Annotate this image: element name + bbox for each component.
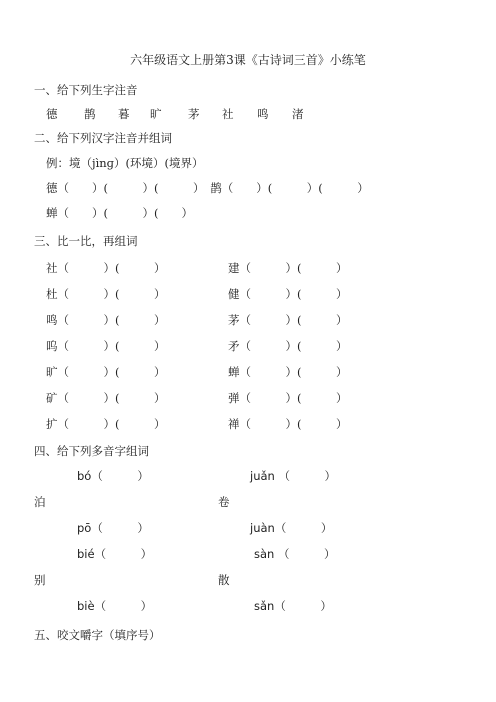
pinyin-entry: sàn （ ）	[254, 547, 336, 561]
polyphone-char: 泊	[34, 495, 46, 509]
section3-heading: 三、比一比，再组词	[34, 234, 138, 248]
pinyin-entry: pō（ ）	[77, 521, 149, 535]
compare-right: 禅（ ）( ）	[228, 417, 348, 431]
compare-right: 建（ ）( ）	[228, 261, 348, 275]
example-line: 例：境（jìnɡ）(环境）(境界）	[46, 156, 204, 170]
compare-right: 蝉（ ）( ）	[228, 365, 348, 379]
section1-heading: 一、给下列生字注音	[34, 83, 138, 97]
pinyin-entry: juǎn （ ）	[250, 469, 336, 483]
section2-row-2: 蝉（ ）( ）( ）	[46, 206, 193, 220]
pinyin-entry: sǎn（ ）	[254, 599, 332, 613]
char-item: 旷	[150, 107, 162, 121]
pinyin-entry: biè（ ）	[77, 599, 153, 613]
page-title: 六年级语文上册第3课《古诗词三首》小练笔	[130, 53, 366, 67]
section2-heading: 二、给下列汉字注音并组词	[34, 131, 172, 145]
char-item: 德	[46, 107, 58, 121]
polyphone-char: 卷	[218, 495, 230, 509]
char-item: 鹊	[84, 107, 96, 121]
compare-left: 矿（ ）( ）	[46, 391, 166, 405]
char-item: 渚	[292, 107, 304, 121]
pinyin-entry: juàn（ ）	[250, 521, 333, 535]
compare-right: 矛（ ）( ）	[228, 339, 348, 353]
compare-right: 健（ ）( ）	[228, 287, 348, 301]
char-item: 鸣	[257, 107, 269, 121]
compare-left: 扩（ ）( ）	[46, 417, 166, 431]
char-item: 暮	[118, 107, 130, 121]
section5-heading: 五、咬文嚼字（填序号）	[34, 628, 161, 642]
compare-left: 鸣（ ）( ）	[46, 313, 166, 327]
section2-row-1: 德（ ）( ）( ） 鹊（ ）( ）( ）	[46, 181, 369, 195]
compare-left: 社（ ）( ）	[46, 261, 166, 275]
char-item: 茅	[188, 107, 200, 121]
compare-right: 弹（ ）( ）	[228, 391, 348, 405]
compare-left: 杜（ ）( ）	[46, 287, 166, 301]
pinyin-entry: bié（ ）	[77, 547, 153, 561]
pinyin-entry: bó（ ）	[77, 469, 149, 483]
compare-left: 旷（ ）( ）	[46, 365, 166, 379]
polyphone-char: 散	[218, 573, 230, 587]
compare-right: 茅（ ）( ）	[228, 313, 348, 327]
polyphone-char: 别	[34, 573, 46, 587]
compare-left: 呜（ ）( ）	[46, 339, 166, 353]
char-item: 社	[222, 107, 234, 121]
section4-heading: 四、给下列多音字组词	[34, 444, 149, 458]
section1-char-row	[0, 107, 496, 121]
